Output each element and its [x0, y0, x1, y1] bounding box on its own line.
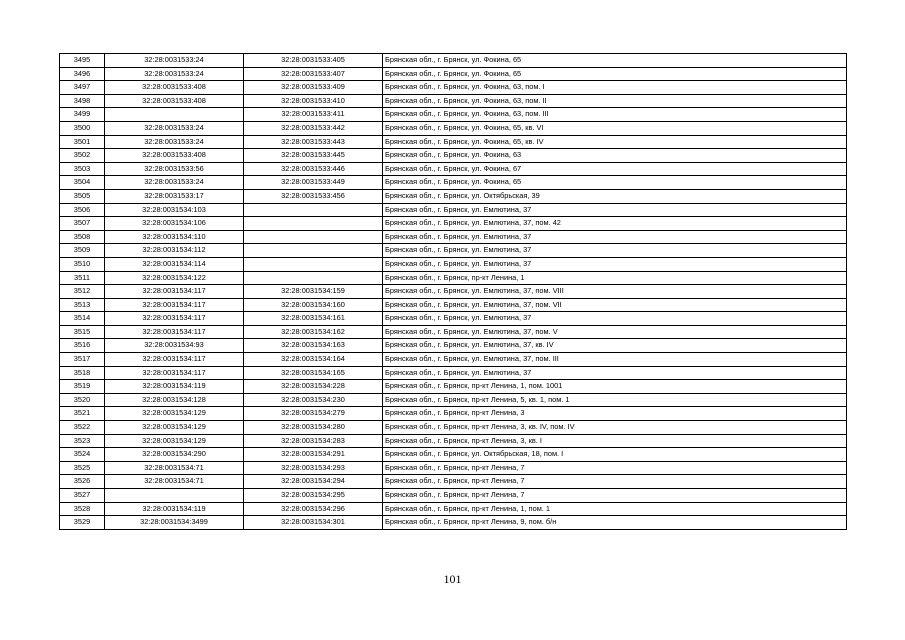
object-cadastral-number-cell: 32:28:0031533:443 — [244, 135, 383, 149]
table-row — [60, 489, 847, 503]
object-cadastral-number-cell: 32:28:0031534:283 — [244, 434, 383, 448]
parcel-cadastral-number-cell: 32:28:0031533:56 — [105, 162, 244, 176]
parcel-cadastral-number-cell: 32:28:0031533:408 — [105, 149, 244, 163]
table-row — [60, 67, 847, 81]
object-cadastral-number-cell: 32:28:0031534:301 — [244, 516, 383, 530]
table-row — [60, 176, 847, 190]
address-cell: Брянская обл., г. Брянск, пр-кт Ленина, 7 — [383, 489, 847, 503]
row-number-cell: 3522 — [60, 421, 105, 435]
table-row — [60, 285, 847, 299]
object-cadastral-number-cell: 32:28:0031533:411 — [244, 108, 383, 122]
object-cadastral-number-cell — [244, 271, 383, 285]
address-cell: Брянская обл., г. Брянск, ул. Фокина, 65, кв. VI — [383, 121, 847, 135]
row-number-cell: 3507 — [60, 217, 105, 231]
object-cadastral-number-cell: 32:28:0031533:456 — [244, 189, 383, 203]
row-number-cell: 3529 — [60, 516, 105, 530]
object-cadastral-number-cell: 32:28:0031534:230 — [244, 393, 383, 407]
object-cadastral-number-cell: 32:28:0031534:279 — [244, 407, 383, 421]
row-number-cell: 3504 — [60, 176, 105, 190]
parcel-cadastral-number-cell: 32:28:0031534:103 — [105, 203, 244, 217]
parcel-cadastral-number-cell: 32:28:0031534:117 — [105, 325, 244, 339]
address-cell: Брянская обл., г. Брянск, ул. Фокина, 65, кв. IV — [383, 135, 847, 149]
object-cadastral-number-cell: 32:28:0031533:410 — [244, 94, 383, 108]
table-row — [60, 149, 847, 163]
row-number-cell: 3512 — [60, 285, 105, 299]
parcel-cadastral-number-cell: 32:28:0031534:71 — [105, 461, 244, 475]
row-number-cell: 3506 — [60, 203, 105, 217]
parcel-cadastral-number-cell: 32:28:0031534:117 — [105, 298, 244, 312]
table-row — [60, 230, 847, 244]
address-cell: Брянская обл., г. Брянск, пр-кт Ленина, 3, кв. I — [383, 434, 847, 448]
parcel-cadastral-number-cell: 32:28:0031534:290 — [105, 448, 244, 462]
address-cell: Брянская обл., г. Брянск, пр-кт Ленина, 1 — [383, 271, 847, 285]
object-cadastral-number-cell: 32:28:0031534:165 — [244, 366, 383, 380]
parcel-cadastral-number-cell: 32:28:0031534:128 — [105, 393, 244, 407]
table-row — [60, 475, 847, 489]
table-row — [60, 434, 847, 448]
object-cadastral-number-cell: 32:28:0031533:445 — [244, 149, 383, 163]
row-number-cell: 3501 — [60, 135, 105, 149]
address-cell: Брянская обл., г. Брянск, ул. Емлютина, 37 — [383, 366, 847, 380]
table-row — [60, 380, 847, 394]
parcel-cadastral-number-cell: 32:28:0031534:129 — [105, 407, 244, 421]
parcel-cadastral-number-cell: 32:28:0031533:408 — [105, 94, 244, 108]
parcel-cadastral-number-cell: 32:28:0031534:122 — [105, 271, 244, 285]
table-row — [60, 339, 847, 353]
table-row — [60, 121, 847, 135]
table-row — [60, 407, 847, 421]
parcel-cadastral-number-cell: 32:28:0031533:24 — [105, 135, 244, 149]
object-cadastral-number-cell — [244, 230, 383, 244]
table-row — [60, 135, 847, 149]
address-cell: Брянская обл., г. Брянск, ул. Фокина, 65 — [383, 54, 847, 68]
row-number-cell: 3499 — [60, 108, 105, 122]
row-number-cell: 3498 — [60, 94, 105, 108]
parcel-cadastral-number-cell: 32:28:0031534:119 — [105, 502, 244, 516]
row-number-cell: 3520 — [60, 393, 105, 407]
row-number-cell: 3510 — [60, 257, 105, 271]
table-row — [60, 502, 847, 516]
address-cell: Брянская обл., г. Брянск, ул. Фокина, 63, пом. II — [383, 94, 847, 108]
row-number-cell: 3521 — [60, 407, 105, 421]
address-cell: Брянская обл., г. Брянск, ул. Емлютина, 37 — [383, 230, 847, 244]
row-number-cell: 3497 — [60, 81, 105, 95]
row-number-cell: 3519 — [60, 380, 105, 394]
address-cell: Брянская обл., г. Брянск, ул. Фокина, 65 — [383, 176, 847, 190]
parcel-cadastral-number-cell: 32:28:0031534:93 — [105, 339, 244, 353]
object-cadastral-number-cell: 32:28:0031534:159 — [244, 285, 383, 299]
row-number-cell: 3505 — [60, 189, 105, 203]
table-row — [60, 271, 847, 285]
row-number-cell: 3511 — [60, 271, 105, 285]
table-row — [60, 448, 847, 462]
table-row — [60, 461, 847, 475]
row-number-cell: 3527 — [60, 489, 105, 503]
address-cell: Брянская обл., г. Брянск, ул. Фокина, 63 — [383, 149, 847, 163]
row-number-cell: 3526 — [60, 475, 105, 489]
object-cadastral-number-cell: 32:28:0031534:293 — [244, 461, 383, 475]
registry-table-body — [60, 54, 847, 530]
row-number-cell: 3503 — [60, 162, 105, 176]
table-row — [60, 217, 847, 231]
address-cell: Брянская обл., г. Брянск, пр-кт Ленина, 3 — [383, 407, 847, 421]
parcel-cadastral-number-cell: 32:28:0031534:71 — [105, 475, 244, 489]
parcel-cadastral-number-cell — [105, 489, 244, 503]
object-cadastral-number-cell: 32:28:0031534:228 — [244, 380, 383, 394]
row-number-cell: 3523 — [60, 434, 105, 448]
object-cadastral-number-cell: 32:28:0031534:280 — [244, 421, 383, 435]
table-row — [60, 203, 847, 217]
parcel-cadastral-number-cell: 32:28:0031533:24 — [105, 54, 244, 68]
address-cell: Брянская обл., г. Брянск, пр-кт Ленина, 1, пом. 1 — [383, 502, 847, 516]
address-cell: Брянская обл., г. Брянск, ул. Фокина, 63, пом. I — [383, 81, 847, 95]
table-row — [60, 516, 847, 530]
address-cell: Брянская обл., г. Брянск, ул. Емлютина, 37, кв. IV — [383, 339, 847, 353]
row-number-cell: 3513 — [60, 298, 105, 312]
table-row — [60, 94, 847, 108]
object-cadastral-number-cell: 32:28:0031534:291 — [244, 448, 383, 462]
row-number-cell: 3524 — [60, 448, 105, 462]
object-cadastral-number-cell — [244, 257, 383, 271]
address-cell: Брянская обл., г. Брянск, ул. Емлютина, 37, пом. 42 — [383, 217, 847, 231]
parcel-cadastral-number-cell: 32:28:0031534:117 — [105, 353, 244, 367]
address-cell: Брянская обл., г. Брянск, пр-кт Ленина, 3, кв. IV, пом. IV — [383, 421, 847, 435]
address-cell: Брянская обл., г. Брянск, ул. Фокина, 63, пом. III — [383, 108, 847, 122]
table-row — [60, 189, 847, 203]
parcel-cadastral-number-cell: 32:28:0031534:119 — [105, 380, 244, 394]
address-cell: Брянская обл., г. Брянск, ул. Октябрьская, 39 — [383, 189, 847, 203]
address-cell: Брянская обл., г. Брянск, пр-кт Ленина, 7 — [383, 475, 847, 489]
parcel-cadastral-number-cell: 32:28:0031534:129 — [105, 434, 244, 448]
row-number-cell: 3508 — [60, 230, 105, 244]
object-cadastral-number-cell — [244, 203, 383, 217]
address-cell: Брянская обл., г. Брянск, пр-кт Ленина, 9, пом. б/н — [383, 516, 847, 530]
row-number-cell: 3515 — [60, 325, 105, 339]
address-cell: Брянская обл., г. Брянск, пр-кт Ленина, 5, кв. 1, пом. 1 — [383, 393, 847, 407]
parcel-cadastral-number-cell: 32:28:0031533:24 — [105, 121, 244, 135]
parcel-cadastral-number-cell: 32:28:0031534:106 — [105, 217, 244, 231]
parcel-cadastral-number-cell: 32:28:0031534:129 — [105, 421, 244, 435]
address-cell: Брянская обл., г. Брянск, ул. Емлютина, 37, пом. VIII — [383, 285, 847, 299]
address-cell: Брянская обл., г. Брянск, ул. Фокина, 65 — [383, 67, 847, 81]
address-cell: Брянская обл., г. Брянск, ул. Емлютина, 37 — [383, 312, 847, 326]
table-row — [60, 244, 847, 258]
row-number-cell: 3502 — [60, 149, 105, 163]
object-cadastral-number-cell — [244, 244, 383, 258]
row-number-cell: 3518 — [60, 366, 105, 380]
row-number-cell: 3528 — [60, 502, 105, 516]
table-row — [60, 54, 847, 68]
table-row — [60, 353, 847, 367]
row-number-cell: 3495 — [60, 54, 105, 68]
object-cadastral-number-cell: 32:28:0031534:162 — [244, 325, 383, 339]
address-cell: Брянская обл., г. Брянск, ул. Фокина, 67 — [383, 162, 847, 176]
address-cell: Брянская обл., г. Брянск, ул. Емлютина, 37, пом. VII — [383, 298, 847, 312]
address-cell: Брянская обл., г. Брянск, ул. Емлютина, 37 — [383, 244, 847, 258]
parcel-cadastral-number-cell: 32:28:0031534:114 — [105, 257, 244, 271]
object-cadastral-number-cell: 32:28:0031534:160 — [244, 298, 383, 312]
row-number-cell: 3516 — [60, 339, 105, 353]
object-cadastral-number-cell: 32:28:0031533:407 — [244, 67, 383, 81]
address-cell: Брянская обл., г. Брянск, ул. Емлютина, 37 — [383, 203, 847, 217]
table-row — [60, 257, 847, 271]
address-cell: Брянская обл., г. Брянск, ул. Емлютина, 37, пом. III — [383, 353, 847, 367]
object-cadastral-number-cell: 32:28:0031533:446 — [244, 162, 383, 176]
address-cell: Брянская обл., г. Брянск, пр-кт Ленина, 7 — [383, 461, 847, 475]
object-cadastral-number-cell: 32:28:0031533:405 — [244, 54, 383, 68]
parcel-cadastral-number-cell: 32:28:0031534:117 — [105, 366, 244, 380]
object-cadastral-number-cell: 32:28:0031534:296 — [244, 502, 383, 516]
registry-table — [59, 53, 847, 530]
table-row — [60, 325, 847, 339]
row-number-cell: 3525 — [60, 461, 105, 475]
table-row — [60, 421, 847, 435]
object-cadastral-number-cell: 32:28:0031534:164 — [244, 353, 383, 367]
table-row — [60, 162, 847, 176]
object-cadastral-number-cell: 32:28:0031534:294 — [244, 475, 383, 489]
table-row — [60, 108, 847, 122]
row-number-cell: 3500 — [60, 121, 105, 135]
parcel-cadastral-number-cell: 32:28:0031533:24 — [105, 67, 244, 81]
table-row — [60, 298, 847, 312]
parcel-cadastral-number-cell: 32:28:0031534:3499 — [105, 516, 244, 530]
row-number-cell: 3517 — [60, 353, 105, 367]
parcel-cadastral-number-cell: 32:28:0031533:408 — [105, 81, 244, 95]
row-number-cell: 3509 — [60, 244, 105, 258]
address-cell: Брянская обл., г. Брянск, пр-кт Ленина, 1, пом. 1001 — [383, 380, 847, 394]
parcel-cadastral-number-cell: 32:28:0031533:17 — [105, 189, 244, 203]
address-cell: Брянская обл., г. Брянск, ул. Октябрьская, 18, пом. I — [383, 448, 847, 462]
parcel-cadastral-number-cell: 32:28:0031534:112 — [105, 244, 244, 258]
row-number-cell: 3496 — [60, 67, 105, 81]
object-cadastral-number-cell — [244, 217, 383, 231]
parcel-cadastral-number-cell: 32:28:0031534:117 — [105, 312, 244, 326]
parcel-cadastral-number-cell: 32:28:0031534:117 — [105, 285, 244, 299]
object-cadastral-number-cell: 32:28:0031534:161 — [244, 312, 383, 326]
object-cadastral-number-cell: 32:28:0031533:442 — [244, 121, 383, 135]
parcel-cadastral-number-cell — [105, 108, 244, 122]
address-cell: Брянская обл., г. Брянск, ул. Емлютина, 37 — [383, 257, 847, 271]
object-cadastral-number-cell: 32:28:0031534:163 — [244, 339, 383, 353]
object-cadastral-number-cell: 32:28:0031533:409 — [244, 81, 383, 95]
parcel-cadastral-number-cell: 32:28:0031534:110 — [105, 230, 244, 244]
address-cell: Брянская обл., г. Брянск, ул. Емлютина, 37, пом. V — [383, 325, 847, 339]
object-cadastral-number-cell: 32:28:0031534:295 — [244, 489, 383, 503]
table-row — [60, 312, 847, 326]
object-cadastral-number-cell: 32:28:0031533:449 — [244, 176, 383, 190]
table-row — [60, 393, 847, 407]
table-row — [60, 81, 847, 95]
page-number: 101 — [443, 572, 462, 586]
table-row — [60, 366, 847, 380]
parcel-cadastral-number-cell: 32:28:0031533:24 — [105, 176, 244, 190]
row-number-cell: 3514 — [60, 312, 105, 326]
